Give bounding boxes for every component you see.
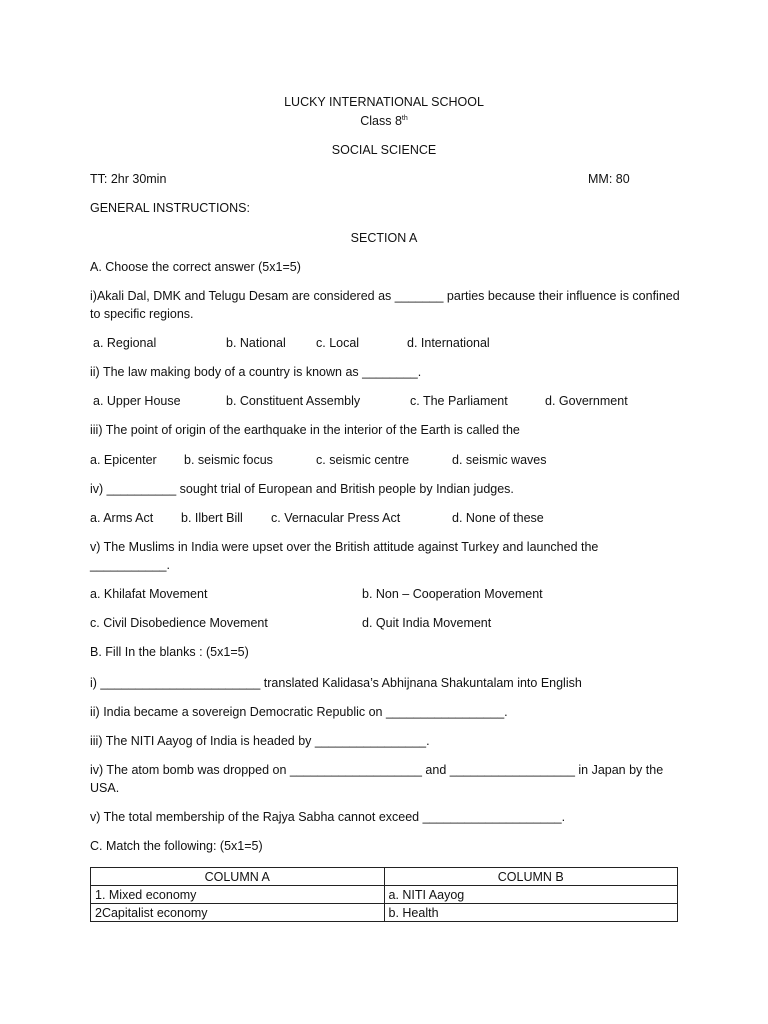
question-a3-option-a: a. Epicenter bbox=[90, 453, 157, 467]
question-a4-option-a: a. Arms Act bbox=[90, 511, 154, 525]
question-a5-option-c: c. Civil Disobedience Movement bbox=[90, 616, 268, 630]
general-instructions: GENERAL INSTRUCTIONS: bbox=[90, 201, 250, 215]
table-cell: b. Health bbox=[384, 904, 678, 922]
question-a4-option-d: d. None of these bbox=[452, 511, 544, 525]
question-a1-option-c: c. Local bbox=[316, 336, 360, 350]
class-label-sup: th bbox=[401, 114, 408, 122]
question-a1-line2: to specific regions. bbox=[90, 307, 194, 321]
match-table bbox=[90, 867, 678, 922]
question-a4-option-b: b. Ilbert Bill bbox=[181, 511, 243, 525]
table-cell: 2Capitalist economy bbox=[91, 904, 385, 922]
question-a3-option-b: b. seismic focus bbox=[184, 453, 273, 467]
question-a2-option-d: d. Government bbox=[545, 394, 628, 408]
question-a3-option-c: c. seismic centre bbox=[316, 453, 410, 467]
table-row bbox=[91, 886, 678, 904]
question-a5-line2: ___________. bbox=[90, 558, 170, 572]
school-name: LUCKY INTERNATIONAL SCHOOL bbox=[284, 95, 484, 109]
question-a2-option-c: c. The Parliament bbox=[410, 394, 508, 408]
section-title: SECTION A bbox=[350, 231, 418, 245]
class-label-main: Class 8 bbox=[360, 114, 402, 128]
question-a4-option-c: c. Vernacular Press Act bbox=[271, 511, 401, 525]
subject-title: SOCIAL SCIENCE bbox=[331, 143, 437, 157]
match-table-header-row bbox=[91, 868, 678, 886]
part-b-heading: B. Fill In the blanks : (5x1=5) bbox=[90, 645, 249, 659]
question-a1-option-a: a. Regional bbox=[93, 336, 157, 350]
question-a5-line1: v) The Muslims in India were upset over the British attitude against Turkey and launched the bbox=[90, 540, 599, 554]
question-b4-line2: USA. bbox=[90, 781, 120, 795]
table-row bbox=[91, 904, 678, 922]
question-b3: iii) The NITI Aayog of India is headed by ________________. bbox=[90, 734, 430, 748]
question-a1-option-b: b. National bbox=[226, 336, 286, 350]
question-a5-option-a: a. Khilafat Movement bbox=[90, 587, 208, 601]
column-a-header: COLUMN A bbox=[91, 868, 385, 886]
question-a5-option-b: b. Non – Cooperation Movement bbox=[362, 587, 543, 601]
question-a1-option-d: d. International bbox=[407, 336, 490, 350]
question-a5-option-d: d. Quit India Movement bbox=[362, 616, 492, 630]
time-allowed: TT: 2hr 30min bbox=[90, 172, 167, 186]
table-cell: 1. Mixed economy bbox=[91, 886, 385, 904]
question-b1: i) _______________________ translated Kalidasa’s Abhijnana Shakuntalam into English bbox=[90, 676, 582, 690]
part-a-heading: A. Choose the correct answer (5x1=5) bbox=[90, 260, 301, 274]
question-a2-option-b: b. Constituent Assembly bbox=[226, 394, 361, 408]
question-a2-option-a: a. Upper House bbox=[93, 394, 181, 408]
question-b5: v) The total membership of the Rajya Sabha cannot exceed ____________________. bbox=[90, 810, 566, 824]
question-a2: ii) The law making body of a country is known as ________. bbox=[90, 365, 422, 379]
question-b2: ii) India became a sovereign Democratic Republic on _________________. bbox=[90, 705, 508, 719]
table-cell: a. NITI Aayog bbox=[384, 886, 678, 904]
column-b-header: COLUMN B bbox=[384, 868, 678, 886]
question-a1-line1: i)Akali Dal, DMK and Telugu Desam are considered as _______ parties because their influence is confined bbox=[90, 289, 680, 303]
question-a3: iii) The point of origin of the earthquake in the interior of the Earth is called the bbox=[90, 423, 520, 437]
part-c-heading: C. Match the following: (5x1=5) bbox=[90, 839, 263, 853]
question-b4-line1: iv) The atom bomb was dropped on ___________________ and __________________ in Japan by the bbox=[90, 763, 664, 777]
question-a3-option-d: d. seismic waves bbox=[452, 453, 547, 467]
class-label bbox=[0, 114, 768, 129]
maximum-marks: MM: 80 bbox=[588, 172, 630, 186]
question-a4: iv) __________ sought trial of European and British people by Indian judges. bbox=[90, 482, 514, 496]
